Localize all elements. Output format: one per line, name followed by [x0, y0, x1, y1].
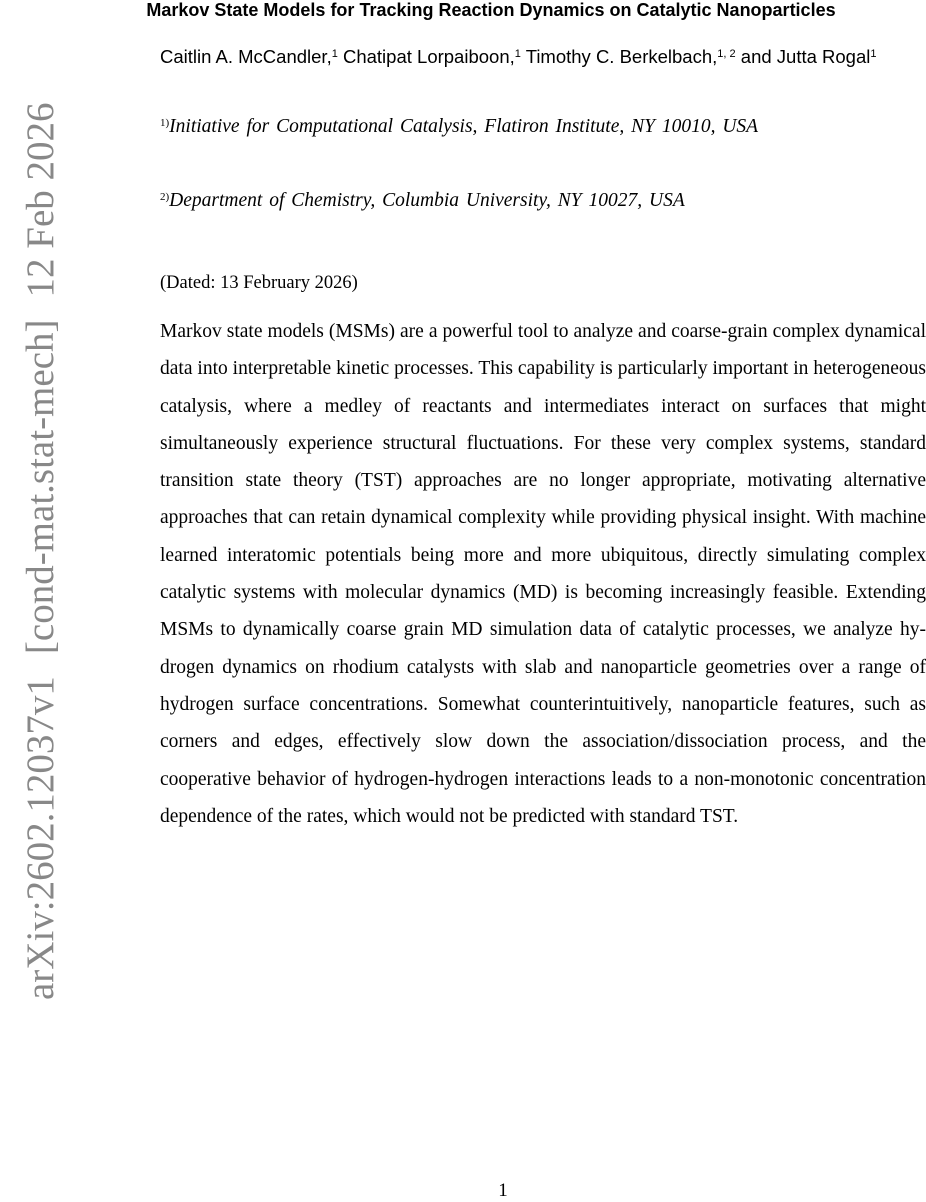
affiliation-marker: 1)	[160, 116, 170, 129]
author-affiliation-mark: 1	[870, 47, 877, 60]
arxiv-category: [cond-mat.stat-mech]	[19, 319, 62, 655]
affiliation-marker: 2)	[160, 190, 170, 203]
author: Chatipat Lorpaiboon,	[342, 46, 515, 67]
affiliation-text: Initiative for Computational Catalysis, Flatiron Institute, NY 10010, USA	[169, 116, 759, 137]
author: Timothy C. Berkelbach,	[525, 46, 718, 67]
date-line: (Dated: 13 February 2026)	[160, 273, 358, 293]
author: and Jutta Rogal	[740, 46, 871, 67]
arxiv-id[interactable]: arXiv:2602.12037v1	[19, 676, 62, 1000]
abstract	[160, 313, 926, 835]
abstract-text: Markov state models (MSMs) are a powerful tool to analyze and coarse-grain complex dynamical data into interpretable kinetic processes. This capability is particularly important in heterogeneous catalysis, where a medley of reactants and intermediates interact on surfaces that might simultaneously experience structural fluctuations. For these very complex systems, standard transition state theory (TST) approaches are no longer appropriate, motivating alternative approaches that can retain dynamical complexity while providing physical insight. With machine learned interatomic potentials being more and more ubiquitous, directly simulating complex catalytic systems with molecular dynamics (MD) is becoming increasingly feasible. Extending MSMs to dynamically coarse grain MD simulation data of catalytic processes, we analyze hydrogen dynamics on rhodium catalysts with slab and nanoparticle geometries over a range of hydrogen surface concentrations. Somewhat counterintuitively, nanoparticle features, such as corners and edges, effectively slow down the association/dissociation process, and the cooperative behavior of hydrogen-hydrogen interactions leads to a non-monotonic concentration dependence of the rates, which would not be predicted with standard TST.	[160, 321, 926, 827]
page-number: 1	[498, 1180, 508, 1201]
affiliation-2	[160, 182, 886, 219]
author-affiliation-mark: 1, 2	[717, 47, 736, 60]
author-affiliation-mark: 1	[514, 47, 521, 60]
author-list	[160, 39, 886, 75]
affiliation-text: Department of Chemistry, Columbia University, NY 10027, USA	[169, 190, 685, 211]
arxiv-stamp	[21, 103, 61, 1001]
paper-title: Markov State Models for Tracking Reaction Dynamics on Catalytic Nanoparticles	[146, 0, 836, 20]
author-affiliation-mark: 1	[331, 47, 338, 60]
author: Caitlin A. McCandler,	[160, 46, 332, 67]
arxiv-date: 12 Feb 2026	[19, 102, 62, 298]
affiliation-1	[160, 108, 886, 145]
